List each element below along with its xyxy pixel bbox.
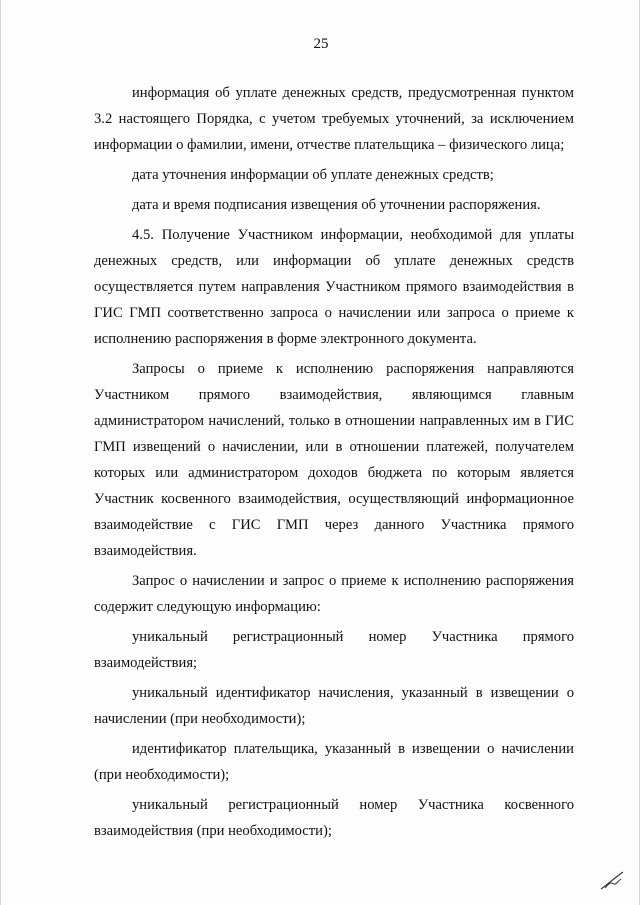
page-number: 25 <box>313 36 329 52</box>
paragraph-clarification-date: дата уточнения информации об уплате денежных средств; <box>132 167 494 183</box>
paragraph-registration-number-direct: уникальный регистрационный номер Участника прямого взаимодействия; <box>94 629 574 671</box>
paragraph-signing-datetime: дата и время подписания извещения об уточнении распоряжения. <box>132 197 541 213</box>
paragraph-request-contents: Запрос о начислении и запрос о приеме к исполнению распоряжения содержит следующую информацию: <box>94 573 574 615</box>
document-body <box>94 80 574 848</box>
paragraph-section-4-5: 4.5. Получение Участником информации, необходимой для уплаты денежных средств, или информации об уплате денежных средств осуществляется путем направления Участником прямого взаимодействия в ГИС ГМП соответственно запроса о начислении или запроса о приеме к исполнению распоряжения в форме электронного документа. <box>94 227 574 347</box>
paragraph-acceptance-requests: Запросы о приеме к исполнению распоряжения направляются Участником прямого взаимодействия, являющимся главным администратором начислений, только в отношении направленных им в ГИС ГМП извещений о начислении, или в отношении платежей, получателем которых или администратором доходов бюджета по которым является Участник косвенного взаимодействия, осуществляющий информационное взаимодействие с ГИС ГМП через данного Участника прямого взаимодействия. <box>94 361 574 559</box>
paragraph-registration-number-indirect: уникальный регистрационный номер Участника косвенного взаимодействия (при необходимости); <box>94 797 574 839</box>
paragraph-payer-identifier: идентификатор плательщика, указанный в извещении о начислении (при необходимости); <box>94 741 574 783</box>
signature-mark <box>599 869 625 891</box>
paragraph-payment-info: информация об уплате денежных средств, предусмотренная пунктом 3.2 настоящего Порядка, с учетом требуемых уточнений, за исключением информации о фамилии, имени, отчестве плательщика – физического лица; <box>94 85 574 153</box>
paragraph-accrual-identifier: уникальный идентификатор начисления, указанный в извещении о начислении (при необходимости); <box>94 685 574 727</box>
